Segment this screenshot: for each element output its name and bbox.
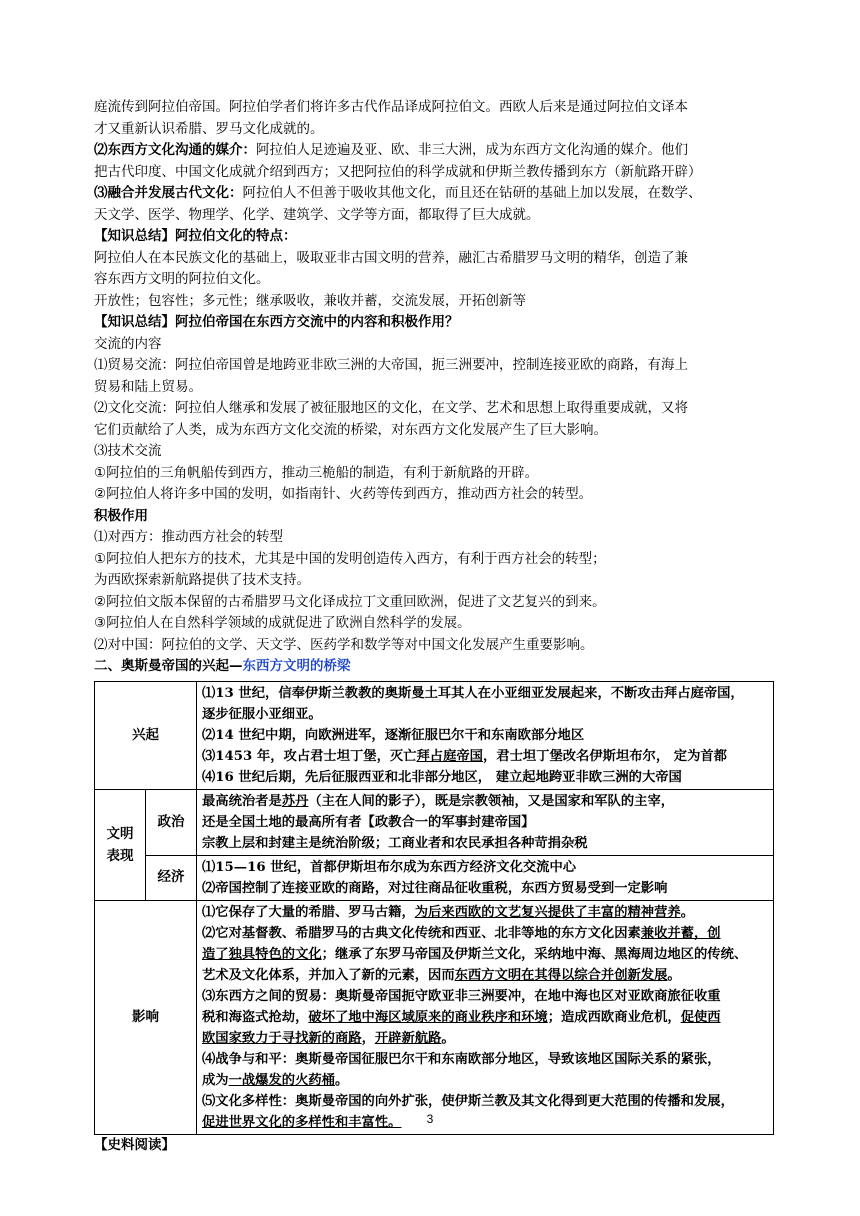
para-2-heading: ⑵东西方文化沟通的媒介：	[94, 142, 256, 158]
imp-3-l2	[202, 1007, 768, 1028]
imp-2b: 兼收并蓄，创	[640, 925, 721, 941]
imp-1a: ⑴它保存了大量的希腊、罗马古籍，	[202, 904, 415, 920]
west-item-1: ①阿拉伯人把东方的技术，尤其是中国的发明创造传入西方，有利于西方社会的转型；	[94, 550, 606, 567]
imp-3g: ，	[361, 1030, 375, 1046]
rise-3c: ，君士坦丁堡改名伊斯坦布尔， 定为首都	[482, 748, 727, 764]
rise-2: ⑵14 世纪中期，向欧洲进军，逐渐征服巴尔干和东南欧部分地区	[202, 727, 585, 743]
imp-2c: 造了独具特色的文化	[202, 946, 322, 962]
imp-2g: 。	[667, 967, 681, 983]
imp-4-l2	[202, 1070, 768, 1091]
rise-3	[202, 746, 768, 767]
intro-para-3	[94, 183, 774, 205]
imp-5a: ⑸文化多样性：奥斯曼帝国的向外扩张，使伊斯兰教及其文化得到更大范围的传播和发展，	[202, 1093, 734, 1109]
rise-label: 兴起	[95, 681, 197, 789]
pol-1	[202, 791, 768, 812]
west-item-1b: 为西欧探索新航路提供了技术支持。	[94, 572, 310, 588]
tech-title: ⑶技术交流	[94, 443, 162, 459]
imp-1b: 为后来西欧的文艺复兴提供了丰富的精神营养	[414, 904, 681, 920]
civ-label	[95, 789, 146, 900]
intro-para-2-cont: 把古代印度、中国文化成就介绍到西方；又把阿拉伯的科学成就和伊斯兰教传播到东方（新航路开辟）	[94, 163, 702, 180]
imp-2e: 艺术及文化体系，并加入了新的元素，因而	[202, 967, 455, 983]
imp-4b: 成为	[202, 1072, 229, 1088]
imp-3h: 开辟新航路	[374, 1030, 442, 1046]
table-row-economy	[95, 855, 774, 900]
imp-3b: 税和海盗式抢劫，	[202, 1009, 309, 1025]
section-2-heading-a: 二、奥斯曼帝国的兴起—	[94, 658, 243, 674]
imp-1c: 。	[680, 904, 694, 920]
pol-3: 宗教上层和封建主是统治阶级；工商业者和农民承担各种苛捐杂税	[202, 835, 588, 851]
rise-3b: 拜占庭帝国	[416, 748, 483, 764]
content-title: 交流的内容	[94, 335, 162, 352]
tech-item-1: ①阿拉伯的三角帆船传到西方，推动三桅船的制造，有利于新航路的开辟。	[94, 464, 539, 481]
page-number: 3	[426, 1112, 434, 1126]
para-3-text: 阿拉伯人不但善于吸收其他文化，而且还在钻研的基础上加以发展，在数学、	[242, 185, 702, 201]
trade-line-2: 贸易和陆上贸易。	[94, 378, 202, 395]
imp-3f: 欧国家致力于寻找新的商路	[202, 1030, 362, 1046]
para-3-heading: ⑶融合并发展古代文化：	[94, 185, 243, 201]
summary-1-line-1: 阿拉伯人在本民族文化的基础上，吸取亚非古国文明的营养，融汇古希腊罗马文明的精华，创造了兼	[94, 249, 688, 266]
imp-2a: ⑵它对基督教、希腊罗马的古典文化传统和西亚、北非等地的东方文化因素	[202, 925, 641, 941]
imp-4d: 。	[334, 1072, 349, 1088]
intro-line-1: 庭流传到阿拉伯帝国。阿拉伯学者们将许多古代作品译成阿拉伯文。西欧人后来是通过阿拉伯文译本	[94, 99, 688, 115]
imp-3-l3	[202, 1028, 768, 1049]
west-item-2: ②阿拉伯文版本保留的古希腊罗马文化译成拉丁文重回欧洲，促进了文艺复兴的到来。	[94, 593, 606, 610]
imp-3i: 。	[441, 1030, 455, 1046]
impact-label: 影响	[95, 900, 197, 1134]
rise-1a: ⑴13 世纪，信奉伊斯兰教教的奥斯曼土耳其人在小亚细亚发展起来，不断攻击拜占庭帝国，	[202, 685, 744, 701]
culture-line-2: 它们贡献给了人类，成为东西方文化交流的桥梁，对东西方文化发展产生了巨大影响。	[94, 421, 607, 438]
table-row-rise	[95, 681, 774, 789]
imp-2d: ；继承了东罗马帝国及伊斯兰文化，采纳地中海、黑海周边地区的传统、	[321, 946, 748, 962]
rise-4: ⑷16 世纪后期，先后征服西亚和北非部分地区， 建立起地跨亚非欧三洲的大帝国	[202, 769, 682, 785]
pol-2: 还是全国土地的最高所有者【政教合一的军事封建帝国】	[202, 814, 535, 830]
rise-1b: 逐步征服小亚细亚。	[202, 706, 322, 722]
pol-1b: 苏丹	[281, 793, 309, 809]
imp-2f: 东西方文明在其得以综合并创新发展	[454, 967, 668, 983]
para-2-text: 阿拉伯人足迹遍及亚、欧、非三大洲，成为东西方文化沟通的媒介。他们	[256, 142, 688, 158]
economy-cell	[197, 855, 774, 900]
imp-4c: 一战爆发的火药桶	[228, 1072, 335, 1088]
imp-4a: ⑷战争与和平：奥斯曼帝国征服巴尔干和东南欧部分地区，导致该地区国际关系的紧张，	[202, 1051, 721, 1067]
imp-3c: 破坏了地中海区域原来的商业秩序和环境	[308, 1009, 548, 1025]
west-item-3: ③阿拉伯人在自然科学领域的成就促进了欧洲自然科学的发展。	[94, 615, 471, 631]
imp-3d: ；造成西欧商业危机，	[547, 1009, 681, 1025]
table-row-impact	[95, 900, 774, 1134]
pol-1a: 最高统治者是	[202, 793, 282, 809]
table-row-politics	[95, 789, 774, 855]
intro-para-3-cont: 天文学、医学、物理学、化学、建筑学、文学等方面，都取得了巨大成就。	[94, 206, 540, 223]
tech-item-2: ②阿拉伯人将许多中国的发明，如指南针、火药等传到西方，推动西方社会的转型。	[94, 486, 593, 502]
rise-3a: ⑶1453 年，攻占君士坦丁堡，灭亡	[202, 748, 417, 764]
section-2-heading	[94, 656, 774, 678]
imp-2-l2	[202, 944, 768, 965]
rise-cell	[197, 681, 774, 789]
pol-1c: （主在人间的影子），既是宗教领袖，又是国家和军队的主宰，	[308, 793, 675, 809]
politics-cell	[197, 789, 774, 855]
west-title: ⑴对西方：推动西方社会的转型	[94, 529, 283, 545]
ottoman-table	[94, 681, 774, 1135]
intro-para-2	[94, 140, 774, 162]
politics-label: 政治	[146, 789, 197, 855]
summary-1-line-3: 开放性；包容性；多元性；继承吸收，兼收并蓄，交流发展，开拓创新等	[94, 292, 526, 309]
eco-1: ⑴15—16 世纪，首都伊斯坦布尔成为东西方经济文化交流中心	[202, 859, 577, 875]
reading-heading: 【史料阅读】	[94, 1136, 175, 1153]
economy-label: 经济	[146, 855, 197, 900]
civ-label-text: 文明表现	[106, 825, 134, 864]
summary-1-heading: 【知识总结】阿拉伯文化的特点：	[94, 228, 297, 244]
section-2-heading-b: 东西方文明的桥梁	[242, 658, 351, 674]
imp-2-l3	[202, 965, 768, 986]
imp-3a: ⑶东西方之间的贸易：奥斯曼帝国扼守欧亚非三洲要冲，在地中海也区对亚欧商旅征收重	[202, 988, 721, 1004]
intro-line-2: 才又重新认识希腊、罗马文化成就的。	[94, 120, 324, 137]
summary-2-heading: 【知识总结】阿拉伯帝国在东西方交流中的内容和积极作用？	[94, 314, 459, 330]
imp-1	[202, 902, 768, 923]
impact-cell	[197, 900, 774, 1134]
eco-2: ⑵帝国控制了连接亚欧的商路，对过往商品征收重税，东西方贸易受到一定影响	[202, 880, 668, 896]
role-title: 积极作用	[94, 507, 148, 524]
trade-line-1: ⑴贸易交流：阿拉伯帝国曾是地跨亚非欧三洲的大帝国，扼三洲要冲，控制连接亚欧的商路，有海上	[94, 357, 688, 373]
imp-3e: 促使西	[680, 1009, 721, 1025]
summary-1-line-2: 容东西方文明的阿拉伯文化。	[94, 271, 270, 287]
page-content	[94, 97, 774, 1156]
imp-2-l1	[202, 923, 768, 944]
culture-line-1: ⑵文化交流：阿拉伯人继承和发展了被征服地区的文化，在文学、艺术和思想上取得重要成就，又将	[94, 400, 688, 416]
china-item: ⑵对中国：阿拉伯的文学、天文学、医药学和数学等对中国文化发展产生重要影响。	[94, 636, 594, 653]
imp-5b: 促进世界文化的多样性和丰富性。	[202, 1114, 402, 1130]
